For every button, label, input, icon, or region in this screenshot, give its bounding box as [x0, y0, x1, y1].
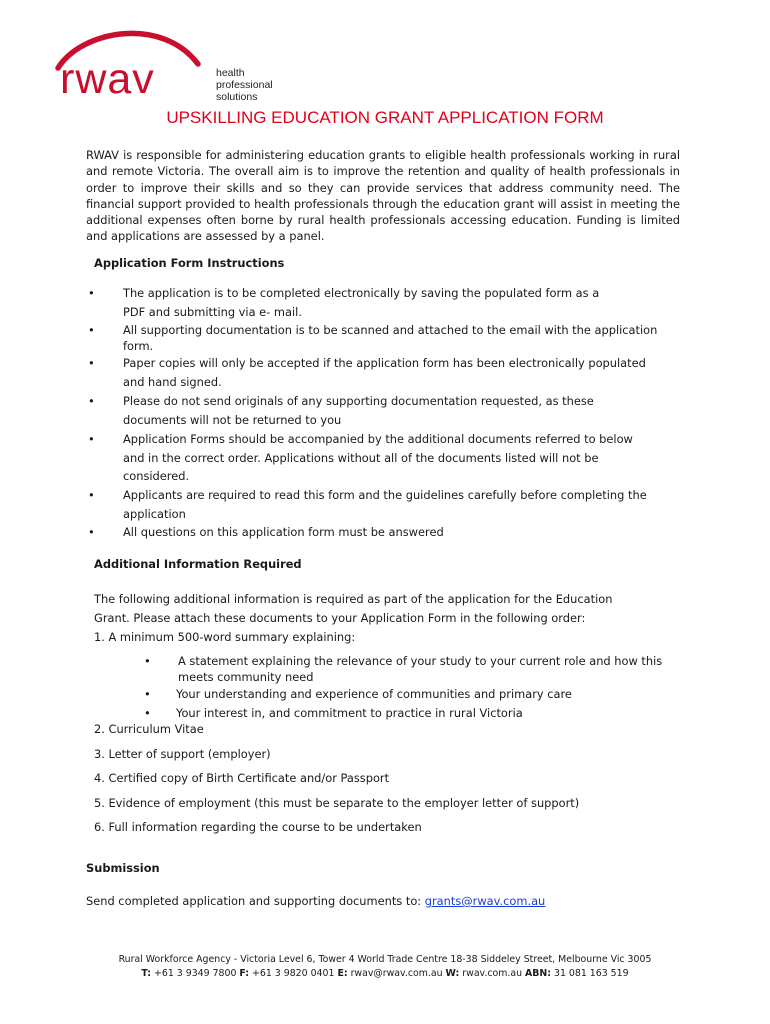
instruction-item: Applicants are required to read this form and the guidelines carefully before completing the: [123, 488, 647, 502]
bullet-icon: •: [88, 356, 95, 370]
instruction-item: The application is to be completed electronically by saving the populated form as a: [123, 286, 600, 300]
bullet-icon: •: [88, 394, 95, 408]
tagline-line: professional: [216, 79, 273, 91]
instruction-item: PDF and submitting via e- mail.: [123, 305, 302, 319]
instruction-item: Application Forms should be accompanied by the additional documents referred to below: [123, 432, 633, 446]
form-title: UPSKILLING EDUCATION GRANT APPLICATION FORM: [166, 108, 604, 127]
sub-item: A statement explaining the relevance of your study to your current role and how this: [178, 654, 663, 668]
numbered-item: 1. A minimum 500-word summary explaining:: [94, 630, 356, 644]
sub-item: Your interest in, and commitment to practice in rural Victoria: [176, 706, 523, 720]
sub-item: meets community need: [178, 670, 314, 684]
numbered-item: 3. Letter of support (employer): [94, 747, 271, 761]
submission-text: [86, 894, 545, 908]
footer-label: E:: [337, 968, 348, 979]
numbered-item: 5. Evidence of employment (this must be separate to the employer letter of support): [94, 796, 580, 810]
footer-website: rwav.com.au: [459, 968, 526, 979]
footer-abn: 31 081 163 519: [551, 968, 629, 979]
tagline-line: health: [216, 67, 245, 79]
logo-wordmark: rwav: [60, 55, 155, 103]
bullet-icon: •: [88, 432, 95, 446]
sub-item: Your understanding and experience of communities and primary care: [176, 687, 572, 701]
instruction-item: and hand signed.: [123, 375, 222, 389]
additional-heading: Additional Information Required: [94, 557, 302, 571]
footer-fax: +61 3 9820 0401: [249, 968, 338, 979]
footer-address: Rural Workforce Agency - Victoria Level 6, Tower 4 World Trade Centre 18-38 Siddeley Street, Melbourne Vic 3005: [118, 954, 652, 965]
footer-label: ABN:: [525, 968, 552, 979]
submission-instruction: Send completed application and supporting documents to:: [86, 894, 425, 908]
footer-label: T:: [141, 968, 152, 979]
bullet-icon: •: [144, 687, 151, 701]
submission-heading: Submission: [86, 861, 160, 875]
instruction-item: and in the correct order. Applications without all of the documents listed will not be: [123, 451, 599, 465]
bullet-icon: •: [144, 654, 151, 668]
footer-phone: +61 3 9349 7800: [151, 968, 240, 979]
bullet-icon: •: [144, 706, 151, 720]
logo-tagline: [216, 67, 273, 103]
additional-intro-line: The following additional information is required as part of the application for the Education: [94, 592, 613, 606]
bullet-icon: •: [88, 286, 95, 300]
footer-contacts: [0, 968, 770, 979]
instruction-item: All questions on this application form must be answered: [123, 525, 444, 539]
numbered-item: 2. Curriculum Vitae: [94, 722, 204, 736]
instruction-item: application: [123, 507, 186, 521]
tagline-line: solutions: [216, 91, 258, 103]
numbered-item: 6. Full information regarding the course to be undertaken: [94, 820, 422, 834]
instruction-item: considered.: [123, 469, 190, 483]
instruction-item: documents will not be returned to you: [123, 413, 342, 427]
instruction-item: form.: [123, 339, 154, 353]
numbered-item: 4. Certified copy of Birth Certificate and/or Passport: [94, 771, 390, 785]
bullet-icon: •: [88, 323, 95, 337]
footer-label: F:: [239, 968, 250, 979]
additional-intro-line: Grant. Please attach these documents to your Application Form in the following order:: [94, 611, 586, 625]
email-link[interactable]: grants@rwav.com.au: [424, 894, 546, 908]
bullet-icon: •: [88, 488, 95, 502]
instruction-item: Please do not send originals of any supporting documentation requested, as these: [123, 394, 594, 408]
instruction-item: Paper copies will only be accepted if the application form has been electronically populated: [123, 356, 646, 370]
footer-email: rwav@rwav.com.au: [347, 968, 446, 979]
instruction-item: All supporting documentation is to be scanned and attached to the email with the application: [123, 323, 658, 337]
intro-paragraph: RWAV is responsible for administering education grants to eligible health professionals working in rural and remote Victoria. The overall aim is to improve the retention and quality of health professionals in order to improve their skills and so they can provide services that address community need. The financial support provided to health professionals through the education grant will assist in meeting the additional expenses often borne by rural health professionals accessing education. Funding is limited and applications are assessed by a panel.: [86, 148, 680, 244]
instructions-heading: Application Form Instructions: [94, 256, 285, 270]
bullet-icon: •: [88, 525, 95, 539]
footer-label: W:: [445, 968, 460, 979]
